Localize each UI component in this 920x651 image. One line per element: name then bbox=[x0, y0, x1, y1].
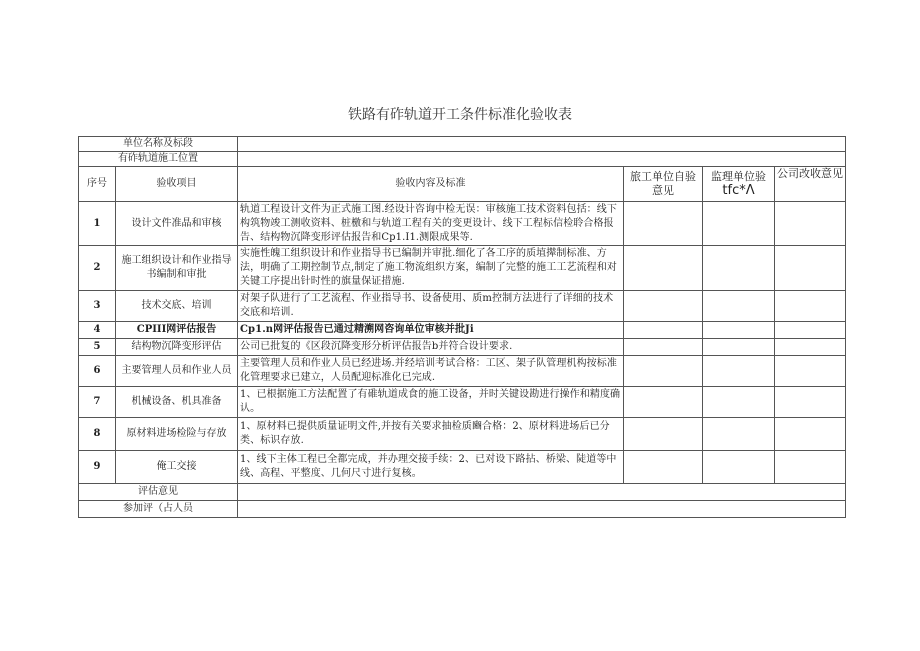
row-number: 9 bbox=[79, 451, 116, 484]
row-content: Cp1.n网评估报告已通过精溯网咨询单位审核并批Ji bbox=[238, 322, 624, 339]
row-item: 原材料进场检险与存放 bbox=[116, 418, 238, 451]
row-company-cell bbox=[775, 339, 846, 356]
row-content: 轨道工程设计文件为正式施工图.经设计咨询中检无误：审核施工技术资料包括：线下构筑物竣工测收资料、桩檄和与轨道工程有关的变更设计、线下工程标信检聆合格报告、结构物沉降变形评估报告和Cp1.I1.测限成果等. bbox=[238, 202, 624, 246]
row-number: 2 bbox=[79, 246, 116, 291]
row-company-cell bbox=[775, 418, 846, 451]
footer-row-evaluation bbox=[79, 484, 846, 501]
row-item: 机械设备、机具准备 bbox=[116, 387, 238, 418]
row-item: 设计文件准晶和审核 bbox=[116, 202, 238, 246]
footer-label-evaluation: 评估意见 bbox=[79, 484, 238, 501]
row-item: 技术交底、培训 bbox=[116, 291, 238, 322]
row-company-cell bbox=[775, 451, 846, 484]
row-content: 公司已批复的《区段沉降变形分析评估报告b并符合设计要求. bbox=[238, 339, 624, 356]
row-number: 1 bbox=[79, 202, 116, 246]
info-label-location: 有砟轨道施工位置 bbox=[79, 152, 238, 167]
row-supervision-cell bbox=[703, 322, 775, 339]
row-number: 4 bbox=[79, 322, 116, 339]
table-row bbox=[79, 322, 846, 339]
row-number: 7 bbox=[79, 387, 116, 418]
row-content: 1、原材料已提供质量证明文件,并按有关要求抽检质豳合格：2、原材料进场后已分类、标识存放. bbox=[238, 418, 624, 451]
row-content: 1、线下主体工程已全都完成，并办理交接手续：2、已对设下路拈、桥梁、陡道等中线、高程、平整度、几何尺寸进行复核。 bbox=[238, 451, 624, 484]
footer-row-participants bbox=[79, 501, 846, 518]
table-row bbox=[79, 387, 846, 418]
table-row bbox=[79, 451, 846, 484]
row-item: CPIII网评估报告 bbox=[116, 322, 238, 339]
row-supervision-cell bbox=[703, 246, 775, 291]
row-self-check-cell bbox=[624, 246, 703, 291]
row-company-cell bbox=[775, 322, 846, 339]
table-row bbox=[79, 291, 846, 322]
info-row-location bbox=[79, 152, 846, 167]
row-supervision-cell bbox=[703, 356, 775, 387]
info-label-unit: 单位名称及标段 bbox=[79, 137, 238, 152]
row-item: 俺工交接 bbox=[116, 451, 238, 484]
info-row-unit bbox=[79, 137, 846, 152]
row-self-check-cell bbox=[624, 356, 703, 387]
row-self-check-cell bbox=[624, 339, 703, 356]
table-row bbox=[79, 339, 846, 356]
header-row bbox=[79, 167, 846, 202]
header-construction-self-check: 旅工单位自验意见 bbox=[624, 167, 703, 202]
row-self-check-cell bbox=[624, 291, 703, 322]
row-number: 3 bbox=[79, 291, 116, 322]
row-item: 施工组织设计和作业指导书编制和审批 bbox=[116, 246, 238, 291]
acceptance-table bbox=[78, 136, 846, 518]
row-company-cell bbox=[775, 246, 846, 291]
row-self-check-cell bbox=[624, 387, 703, 418]
table-row bbox=[79, 356, 846, 387]
header-company-acceptance: 公司改收意见 bbox=[775, 167, 846, 202]
row-content: 主要管理人员和作业人员已经进场.并经培训考试合格：工区、架子队管理机构按标准化管理要求已建立，人员配迎标准化已完成. bbox=[238, 356, 624, 387]
row-self-check-cell bbox=[624, 322, 703, 339]
row-supervision-cell bbox=[703, 202, 775, 246]
document-title: 铁路有砟轨道开工条件标准化验收表 bbox=[348, 107, 572, 123]
row-number: 8 bbox=[79, 418, 116, 451]
row-self-check-cell bbox=[624, 202, 703, 246]
row-self-check-cell bbox=[624, 418, 703, 451]
row-company-cell bbox=[775, 291, 846, 322]
row-number: 6 bbox=[79, 356, 116, 387]
header-item: 验收项目 bbox=[116, 167, 238, 202]
row-content: 对架子队进行了工艺流程、作业指导书、设备使用、质m控制方法进行了详细的技术交底和培训. bbox=[238, 291, 624, 322]
row-supervision-cell bbox=[703, 291, 775, 322]
footer-value-evaluation bbox=[238, 484, 846, 501]
row-supervision-cell bbox=[703, 418, 775, 451]
header-no: 序号 bbox=[79, 167, 116, 202]
table-row bbox=[79, 418, 846, 451]
row-supervision-cell bbox=[703, 339, 775, 356]
row-content: 1、已根据施工方法配置了有碓轨道成食的施工设备，并时关键设勘进行操作和精度确认。 bbox=[238, 387, 624, 418]
footer-label-participants: 参加评（占人员 bbox=[79, 501, 238, 518]
row-company-cell bbox=[775, 387, 846, 418]
row-item: 结构物沉降变形评估 bbox=[116, 339, 238, 356]
info-value-location bbox=[238, 152, 846, 167]
row-company-cell bbox=[775, 356, 846, 387]
row-self-check-cell bbox=[624, 451, 703, 484]
header-content: 验收内容及标准 bbox=[238, 167, 624, 202]
row-supervision-cell bbox=[703, 451, 775, 484]
table-row bbox=[79, 202, 846, 246]
row-number: 5 bbox=[79, 339, 116, 356]
table-row bbox=[79, 246, 846, 291]
header-supervision-line2: tfc*Λ bbox=[722, 183, 755, 198]
header-supervision-line1: 监理单位验 bbox=[711, 170, 766, 183]
row-company-cell bbox=[775, 202, 846, 246]
row-content: 实施性魄工组织设计和作业指导书已编制并审批.细化了各工序的质埴撵制标准、方法，明确了工期控制节点,制定了施工物流组织方案，编制了完整的施工工艺流程和对关键工序提出针时性的旗量保证措施. bbox=[238, 246, 624, 291]
header-supervision bbox=[703, 167, 775, 202]
info-value-unit bbox=[238, 137, 846, 152]
row-item: 主要管理人员和作业人员 bbox=[116, 356, 238, 387]
footer-value-participants bbox=[238, 501, 846, 518]
row-supervision-cell bbox=[703, 387, 775, 418]
